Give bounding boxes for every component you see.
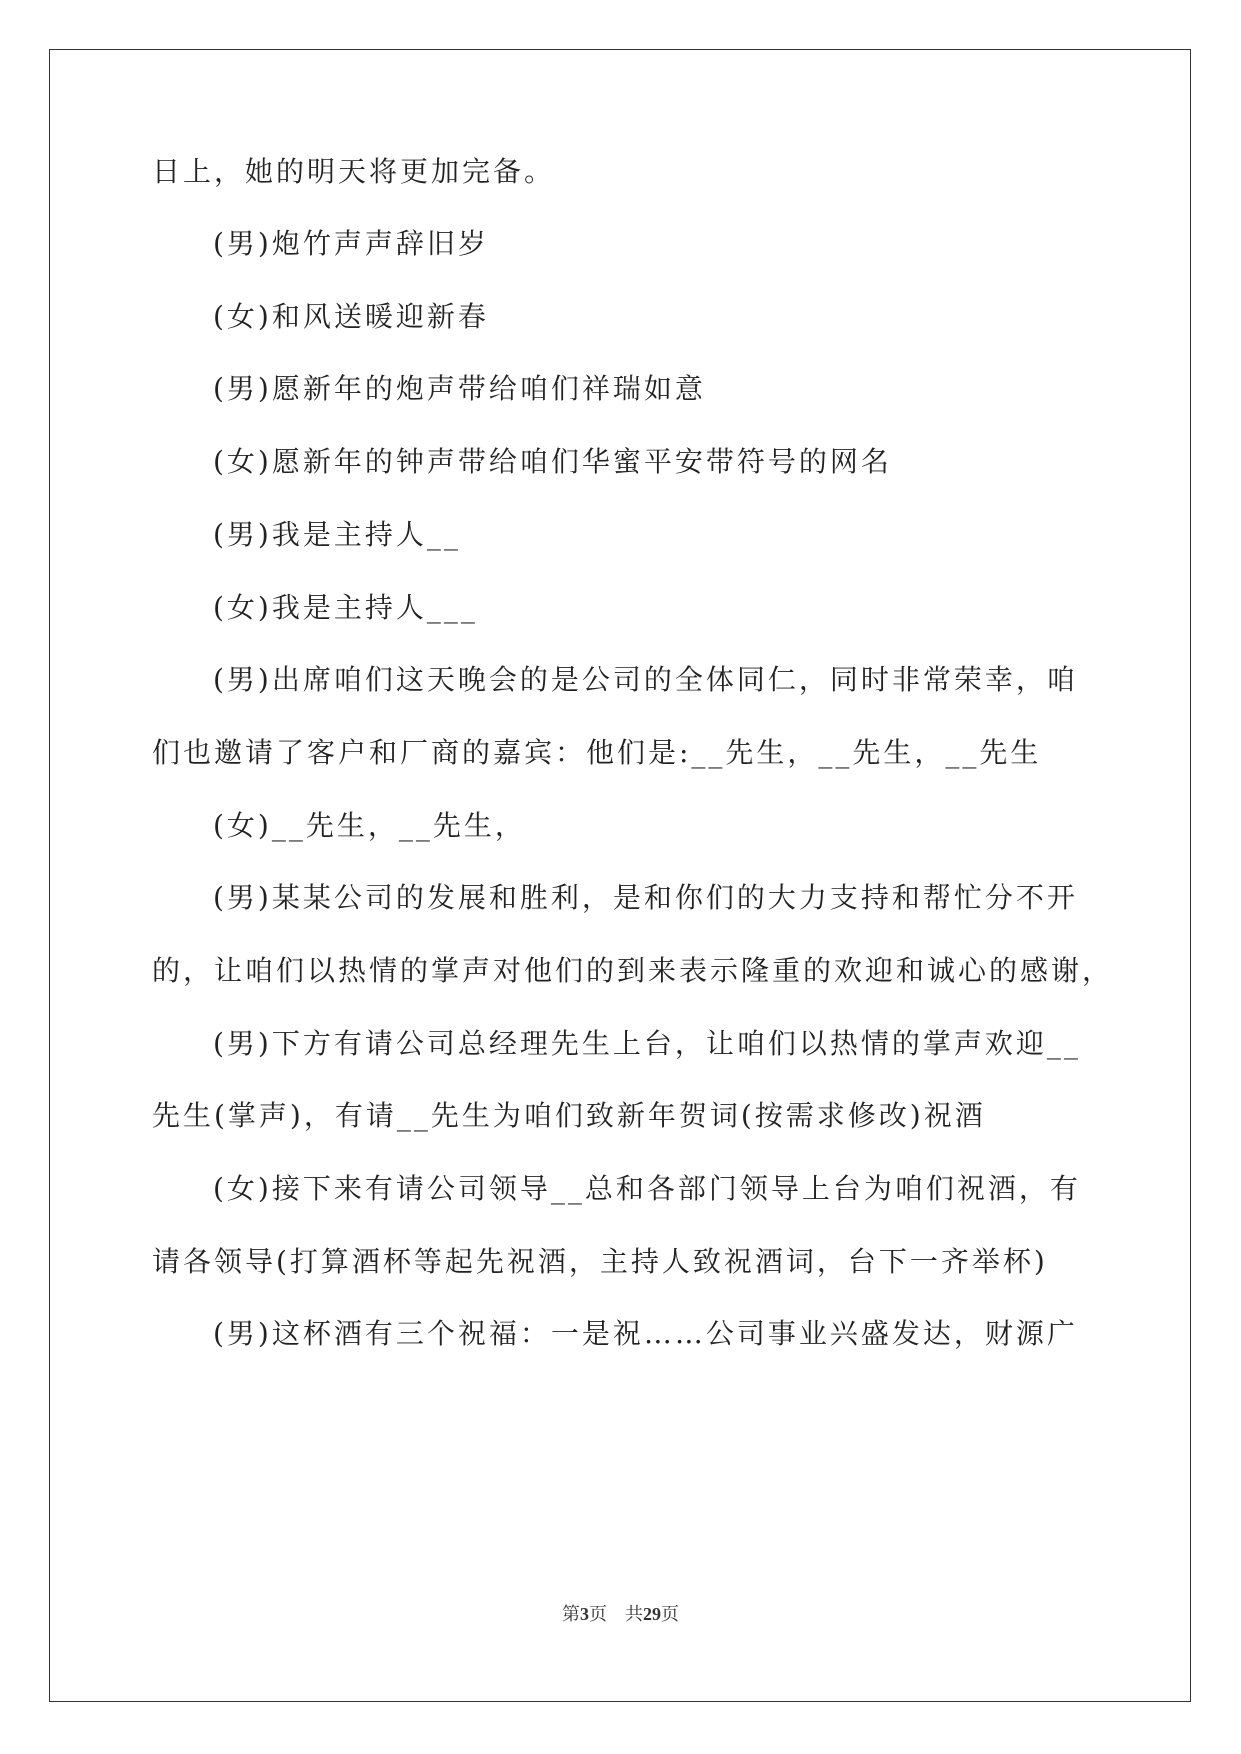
paragraph-line-7: (女)我是主持人___ [213, 591, 478, 624]
paragraph-line-6: (男)我是主持人__ [213, 518, 461, 551]
paragraph-line-5: (女)愿新年的钟声带给咱们华蜜平安带符号的网名 [213, 445, 892, 478]
page-footer [0, 1600, 1241, 1626]
paragraph-line-17: (男)这杯酒有三个祝福：一是祝……公司事业兴盛发达，财源广 [213, 1317, 1078, 1350]
paragraph-line-1: 日上，她的明天将更加完备。 [152, 155, 556, 188]
paragraph-line-3: (女)和风送暖迎新春 [213, 300, 489, 333]
footer-middle: 页 共 [589, 1604, 643, 1624]
paragraph-line-15: (女)接下来有请公司领导__总和各部门领导上台为咱们祝酒，有 [213, 1172, 1081, 1205]
paragraph-line-10: (女)__先生，__先生， [213, 809, 526, 842]
paragraph-line-14: 先生(掌声)，有请__先生为咱们致新年贺词(按需求修改)祝酒 [152, 1099, 986, 1132]
paragraph-line-16: 请各领导(打算酒杯等起先祝酒，主持人致祝酒词，台下一齐举杯) [152, 1245, 1048, 1278]
paragraph-line-2: (男)炮竹声声辞旧岁 [213, 227, 489, 260]
paragraph-line-12: 的，让咱们以热情的掌声对他们的到来表示隆重的欢迎和诚心的感谢， [152, 954, 1114, 987]
paragraph-line-4: (男)愿新年的炮声带给咱们祥瑞如意 [213, 372, 706, 405]
footer-prefix: 第 [562, 1604, 580, 1624]
footer-suffix: 页 [661, 1604, 679, 1624]
paragraph-line-9: 们也邀请了客户和厂商的嘉宾：他们是:__先生，__先生，__先生 [152, 736, 1042, 769]
paragraph-line-13: (男)下方有请公司总经理先生上台，让咱们以热情的掌声欢迎__ [213, 1027, 1081, 1060]
paragraph-line-8: (男)出席咱们这天晚会的是公司的全体同仁，同时非常荣幸，咱 [213, 663, 1078, 696]
footer-total-pages: 29 [643, 1604, 661, 1624]
paragraph-line-11: (男)某某公司的发展和胜利，是和你们的大力支持和帮忙分不开 [213, 881, 1078, 914]
footer-page-number: 3 [580, 1604, 589, 1624]
